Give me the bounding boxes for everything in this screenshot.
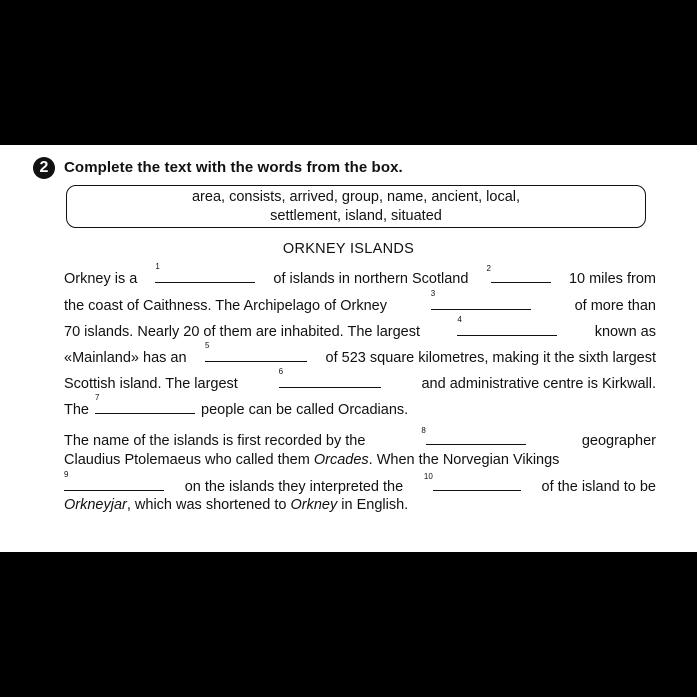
text-segment: the coast of Caithness. The Archipelago of Orkney	[64, 298, 387, 314]
text-segment: , which was shortened to	[126, 497, 287, 513]
text-segment: of 523 square kilometres, making it the sixth largest	[325, 350, 656, 366]
blank-number: 6	[278, 367, 284, 376]
text-segment: of the island to be	[541, 479, 656, 495]
text-segment: . When the Norvegian Vikings	[368, 452, 560, 468]
task-number-badge: 2	[33, 157, 55, 179]
p1-line-2	[64, 289, 656, 314]
text-title: ORKNEY ISLANDS	[282, 241, 415, 257]
italic-word: Orcades	[313, 452, 369, 468]
text-segment: 70 islands. Nearly 20 of them are inhabited. The largest	[64, 324, 420, 340]
blank-4[interactable]	[457, 315, 557, 336]
text-segment: and administrative centre is Kirkwall.	[421, 376, 656, 392]
p2-line-3	[64, 470, 656, 495]
italic-word: Orkneyjar	[64, 497, 127, 513]
p2-line-4	[64, 497, 656, 513]
blank-6[interactable]	[278, 367, 381, 388]
text-segment: The name of the islands is first recorded by the	[64, 433, 366, 449]
p1-line-1	[64, 262, 656, 287]
blank-3[interactable]	[430, 289, 531, 310]
blank-7[interactable]	[95, 393, 195, 414]
blank-2[interactable]	[491, 270, 551, 283]
text-segment: of more than	[574, 298, 656, 314]
text-segment: Scottish island. The largest	[64, 376, 238, 392]
blank-number: 2	[486, 264, 491, 274]
p1-line-3	[64, 315, 656, 340]
blank-number: 7	[95, 393, 100, 402]
blank-number: 1	[155, 262, 160, 271]
blank-number: 5	[205, 341, 210, 350]
blank-9[interactable]	[64, 470, 164, 491]
word-box-line-2: settlement, island, situated	[270, 208, 442, 224]
p1-line-5	[64, 367, 656, 392]
text-segment: people can be called Orcadians.	[201, 402, 409, 418]
blank-number: 3	[430, 289, 436, 298]
p1-line-6	[64, 393, 656, 418]
text-segment: of islands in northern Scotland	[273, 271, 469, 287]
p2-line-1	[64, 426, 656, 449]
blank-8[interactable]	[426, 432, 526, 445]
blank-number: 9	[64, 470, 69, 479]
blank-number: 4	[457, 315, 462, 324]
text-segment: in English.	[341, 497, 409, 513]
p1-line-4	[64, 341, 656, 366]
italic-word: Orkney	[290, 497, 338, 513]
text-segment: «Mainland» has an	[64, 350, 187, 366]
word-box-line-1: area, consists, arrived, group, name, ancient, local,	[191, 189, 521, 205]
text-segment: on the islands they interpreted the	[184, 479, 404, 495]
text-segment: The	[64, 402, 89, 418]
blank-5[interactable]	[205, 341, 307, 362]
blank-1[interactable]	[155, 262, 255, 283]
blank-10[interactable]	[433, 478, 521, 491]
word-box	[66, 185, 646, 228]
p2-line-2	[64, 452, 656, 468]
text-segment: Claudius Ptolemaeus who called them	[64, 452, 310, 468]
task-instruction: Complete the text with the words from the box.	[64, 159, 403, 176]
worksheet	[0, 145, 697, 552]
text-segment: known as	[594, 324, 656, 340]
text-segment: geographer	[581, 433, 656, 449]
blank-number: 8	[421, 426, 426, 436]
text-segment: Orkney is a	[64, 271, 138, 287]
blank-number: 10	[423, 472, 433, 482]
text-segment: 10 miles from	[568, 271, 656, 287]
